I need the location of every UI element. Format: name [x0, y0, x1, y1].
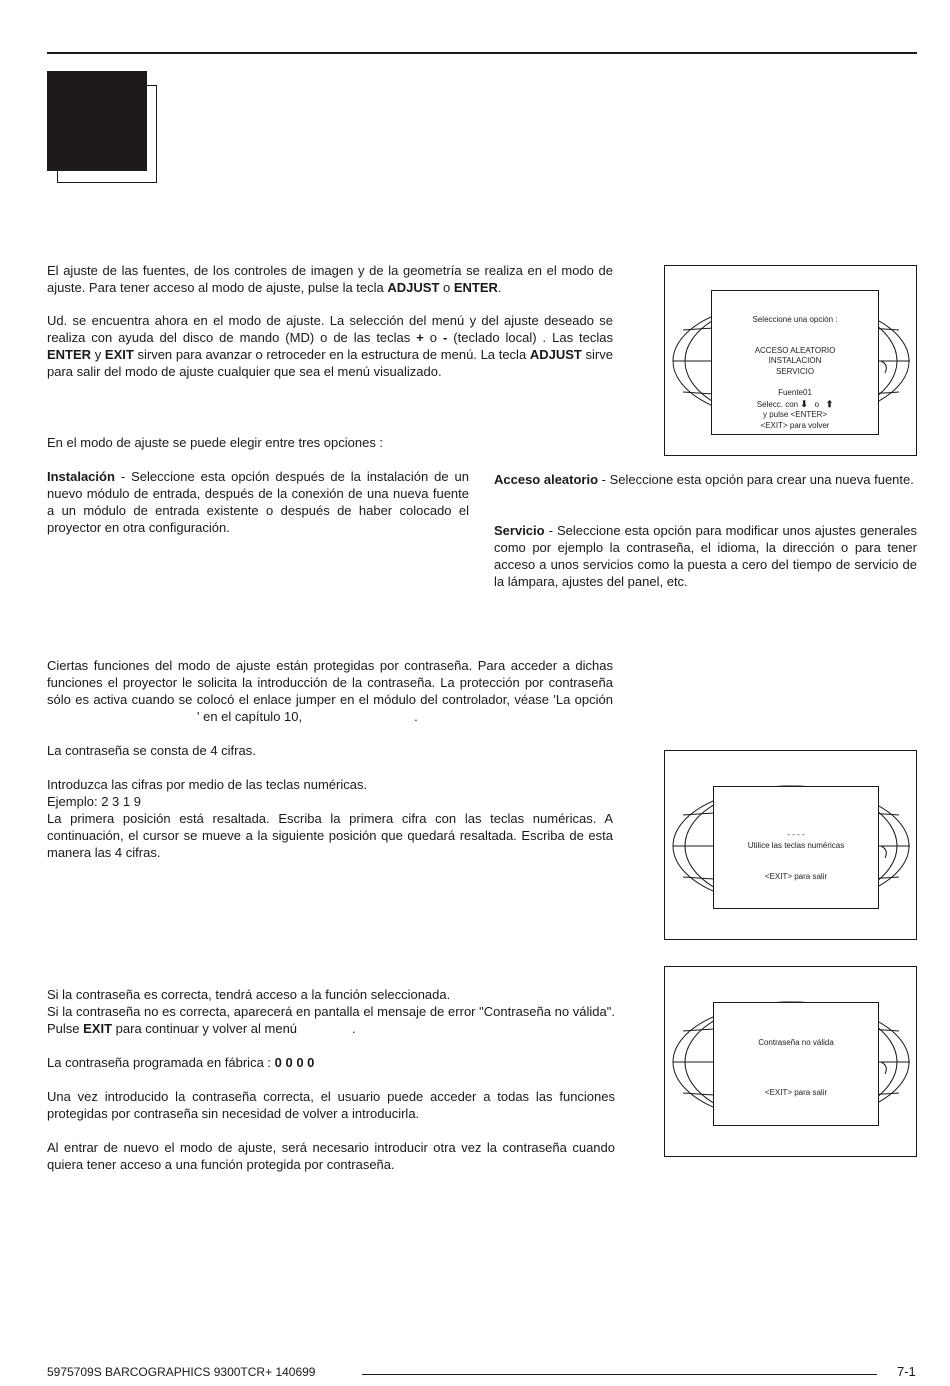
screen-illustration-menu: [664, 265, 917, 456]
menu-item-service[interactable]: SERVICIO: [775, 366, 815, 376]
screen-illustration-password: [664, 750, 917, 940]
osd-password-panel: [713, 786, 879, 909]
password-paragraph-3: Introduzca las cifras por medio de las teclas numéricas. Ejemplo: 2 3 1 9 La primera posición está resaltada. Escriba la primera cifra con las teclas numéricas. A continuación, el cursor se mueve a la siguiente posición que quedará resaltada. Escriba de esta manera las 4 cifras.: [47, 777, 613, 860]
footer-document-id: 5975709S BARCOGRAPHICS 9300TCR+ 140699: [47, 1365, 316, 1379]
osd-exit-hint: <EXIT> para volver: [760, 420, 830, 430]
intro-paragraph-1: El ajuste de las fuentes, de los controles de imagen y de la geometría se realiza en el modo de ajuste. Para tener acceso al modo de ajuste, pulse la tecla ADJUST o ENTER.: [47, 263, 613, 295]
page-number: 7-1: [897, 1364, 916, 1379]
password-entry-field[interactable]: - - - -: [787, 830, 805, 839]
osd-select-hint: Selecc. con ⬇ o ⬆: [756, 398, 834, 409]
osd-error-message: Contraseña no válida: [758, 1038, 834, 1047]
password-paragraph-1: Ciertas funciones del modo de ajuste están protegidas por contraseña. Para acceder a dichas funciones el proyector le solicita la introducción de la contraseña. La protección por contraseña sólo es activa cuando se colocó el enlace jumper en el módulo del controlador, véase 'La opción' en el capítulo 10, .: [47, 658, 613, 724]
result-paragraph-1: Si la contraseña es correcta, tendrá acceso a la función seleccionada. Si la contraseña no es correcta, aparecerá en pantalla el mensaje de error "Contraseña no válida". Pulse EXIT para continuar y volver al menú .: [47, 987, 615, 1036]
osd-error-panel: [713, 1002, 879, 1126]
option-service: Servicio - Seleccione esta opción para modificar unos ajustes generales como por ejemplo la contraseña, el idioma, la dirección o para tener acceso a unos servicios como la puesta a cero del tiempo de servicio de la lámpara, ajustes del panel, etc.: [494, 523, 917, 589]
osd-exit-hint: <EXIT> para salir: [764, 1087, 828, 1097]
osd-press-hint: y pulse <ENTER>: [762, 410, 828, 419]
footer-rule: [362, 1374, 877, 1375]
factory-password: La contraseña programada en fábrica : 0 0 0 0: [47, 1055, 315, 1070]
password-paragraph-2: La contraseña se consta de 4 cifras.: [47, 743, 256, 758]
arrow-up-icon: ⬆: [825, 398, 834, 409]
osd-prompt: Seleccione una opción :: [752, 315, 838, 324]
osd-menu-panel: [711, 290, 879, 435]
result-paragraph-5: Al entrar de nuevo el modo de ajuste, será necesario introducir otra vez la contraseña cuando quiera tener acceso a una función protegida por contraseña.: [47, 1140, 615, 1172]
menu-item-random-access[interactable]: ACCESO ALEATORIO: [754, 345, 836, 355]
osd-numeric-hint: Utilice las teclas numéricas: [747, 840, 845, 850]
result-paragraph-4: Una vez introducido la contraseña correcta, el usuario puede acceder a todas las funciones protegidas por contraseña sin necesidad de volver a introducirla.: [47, 1089, 615, 1121]
top-rule: [47, 52, 917, 54]
menu-item-installation[interactable]: INSTALACION: [768, 356, 822, 365]
osd-exit-hint: <EXIT> para salir: [764, 872, 828, 881]
screen-illustration-error: [664, 966, 917, 1157]
osd-source-label: Fuente01: [778, 388, 812, 397]
option-installation: Instalación - Seleccione esta opción después de la instalación de un nuevo módulo de entrada, después de la conexión de una nueva fuente a un módulo de entrada existente o después de haber colocado el proyector en otra configuración.: [47, 469, 469, 535]
intro-paragraph-2: Ud. se encuentra ahora en el modo de ajuste. La selección del menú y del ajuste deseado se realiza con ayuda del disco de mando (MD) o de las teclas + o - (teclado local) . Las teclas ENTER y EXIT sirven para avanzar o retroceder en la estructura de menú. La tecla ADJUST sirve para salir del modo de ajuste cualquier que sea el menú visualizado.: [47, 313, 613, 379]
arrow-down-icon: ⬇: [800, 398, 808, 409]
option-random-access: Acceso aleatorio - Seleccione esta opción para crear una nueva fuente.: [494, 472, 914, 487]
options-lead: En el modo de ajuste se puede elegir entre tres opciones :: [47, 435, 384, 450]
chapter-tab-block: [47, 71, 147, 171]
